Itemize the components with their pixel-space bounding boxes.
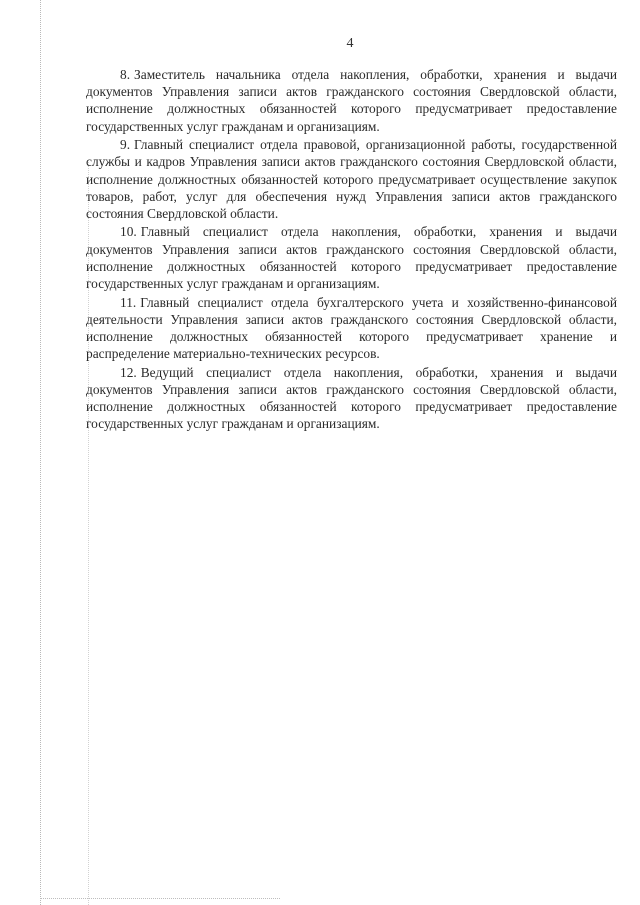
list-item [86, 66, 617, 135]
list-item [86, 294, 617, 363]
item-text: Главный специалист отдела бухгалтерского учета и хозяйственно-финансовой деятельности Управления записи актов гражданского состояния Свердловской области, исполнение должностных обязанностей которого предусматривает хранение и распределение материально-технических ресурсов. [86, 294, 617, 362]
item-number: 8. [120, 67, 131, 82]
item-text: Заместитель начальника отдела накопления, обработки, хранения и выдачи документов Управления записи актов гражданского состояния Свердловской области, исполнение должностных обязанностей которого предусматривает предоставление государственных услуг гражданам и организациям. [86, 67, 617, 134]
scan-bottom-line [40, 898, 280, 899]
item-number: 11. [120, 294, 137, 310]
document-body [86, 66, 617, 434]
item-text: Главный специалист отдела накопления, обработки, хранения и выдачи документов Управления записи актов гражданского состояния Свердловской области, исполнение должностных обязанностей которого предусматривает предоставление государственных услуг гражданам и организациям. [86, 224, 617, 292]
scan-edge-line [40, 0, 41, 905]
item-text: Главный специалист отдела правовой, организационной работы, государственной службы и кадров Управления записи актов гражданского состояния Свердловской области, исполнение должностных обязанностей которого предусматривает осуществление закупок товаров, работ, услуг для обеспечения нужд Управления записи актов гражданского состояния Свердловской области. [86, 137, 617, 221]
item-number: 12. [120, 364, 137, 380]
item-text: Ведущий специалист отдела накопления, обработки, хранения и выдачи документов Управления записи актов гражданского состояния Свердловской области, исполнение должностных обязанностей которого предусматривает предоставление государственных услуг гражданам и организациям. [86, 364, 617, 432]
list-item [86, 364, 617, 433]
item-number: 10. [120, 224, 137, 240]
list-item [86, 136, 617, 222]
list-item [86, 223, 617, 292]
page-number: 4 [346, 36, 354, 51]
item-number: 9. [120, 137, 131, 153]
